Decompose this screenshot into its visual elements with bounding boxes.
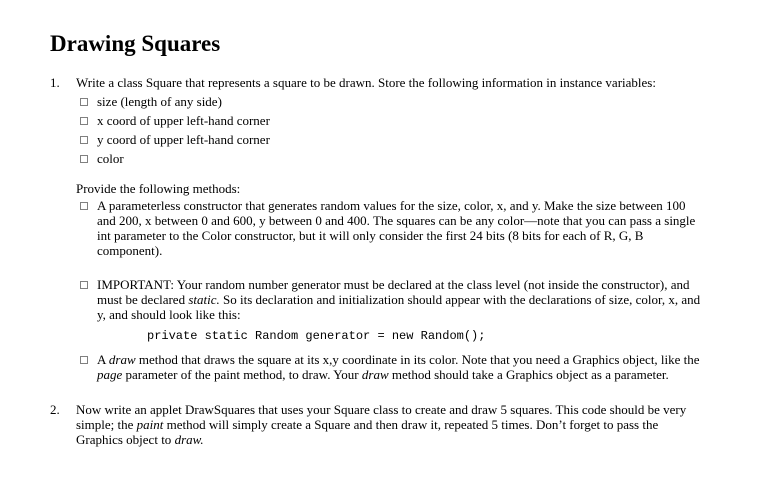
item-1-text: Write a class Square that represents a square to be drawn. Store the following information in instance variables: [76, 75, 656, 90]
item-2-line: Graphics object to draw. [76, 432, 204, 447]
variable-item-size: size (length of any side) [97, 94, 222, 109]
constructor-line: int parameter to the Color constructor, but it will only consider the first 24 bits (8 bits for each of R, G, B [97, 228, 644, 243]
code-snippet: private static Random generator = new Random(); [147, 329, 486, 343]
constructor-line: A parameterless constructor that generates random values for the size, color, x, and y. Make the size between 100 [97, 198, 686, 213]
checkbox-bullet-icon [80, 117, 88, 125]
checkbox-bullet-icon [80, 136, 88, 144]
item-2-line: Now write an applet DrawSquares that uses your Square class to create and draw 5 squares. This code should be very [76, 402, 687, 417]
draw-line: A draw method that draws the square at its x,y coordinate in its color. Note that you need a Graphics object, like the [97, 352, 700, 367]
checkbox-bullet-icon [80, 281, 88, 289]
important-line: IMPORTANT: Your random number generator must be declared at the class level (not inside the constructor), and [97, 277, 690, 292]
checkbox-bullet-icon [80, 356, 88, 364]
checkbox-bullet-icon [80, 155, 88, 163]
variable-item-y: y coord of upper left-hand corner [97, 132, 270, 147]
item-2-number: 2. [50, 402, 60, 417]
methods-intro: Provide the following methods: [76, 181, 241, 196]
item-1-number: 1. [50, 75, 60, 90]
important-line: y, and should look like this: [97, 307, 241, 322]
item-2-line: simple; the paint method will simply create a Square and then draw it, repeated 5 times. Don’t forget to pass the [76, 417, 659, 432]
variable-item-color: color [97, 151, 124, 166]
checkbox-bullet-icon [80, 98, 88, 106]
page-title: Drawing Squares [50, 31, 221, 56]
checkbox-bullet-icon [80, 202, 88, 210]
constructor-line: component). [97, 243, 163, 258]
important-line: must be declared static. So its declaration and initialization should appear with the declarations of size, color, x, and [97, 292, 701, 307]
draw-line: page parameter of the paint method, to draw. Your draw method should take a Graphics object as a parameter. [97, 367, 669, 382]
constructor-line: and 200, x between 0 and 600, y between 0 and 400. The squares can be any color—note that you can pass a single [97, 213, 696, 228]
variable-item-x: x coord of upper left-hand corner [97, 113, 270, 128]
